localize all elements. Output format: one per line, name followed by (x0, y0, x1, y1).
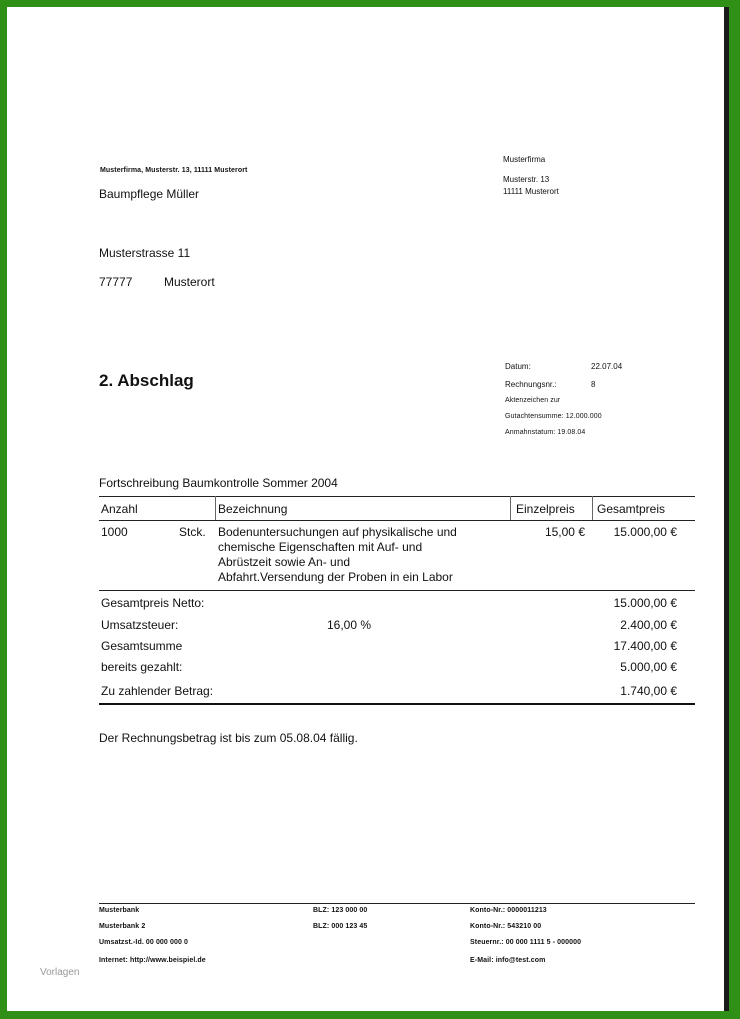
paid-label: bereits gezahlt: (101, 660, 183, 674)
tax-label: Umsatzsteuer: (101, 618, 179, 632)
due-value: 1.740,00 € (620, 684, 677, 698)
footer-bank-1: Musterbank (99, 907, 140, 914)
recipient-zip: 77777 (99, 275, 133, 289)
sum-value: 17.400,00 € (613, 639, 677, 653)
footer-account-1: Konto-Nr.: 0000011213 (470, 907, 547, 914)
footer-vat-id: Umsatzst.-Id. 00 000 000 0 (99, 939, 188, 946)
watermark: Vorlagen (40, 967, 80, 978)
invoice-subject: Fortschreibung Baumkontrolle Sommer 2004 (99, 476, 338, 490)
company-city: 11111 Musterort (503, 187, 559, 196)
reference-line-3: Anmahnstatum: 19.08.04 (505, 429, 586, 436)
document-title: 2. Abschlag (99, 371, 194, 390)
row-description-line: Bodenuntersuchungen auf physikalische und (218, 525, 457, 539)
column-divider (510, 496, 511, 520)
footer-account-2: Konto-Nr.: 543210 00 (470, 923, 542, 930)
header-description: Bezeichnung (218, 502, 288, 516)
reference-line-1: Aktenzeichen zur (505, 397, 561, 404)
company-name: Musterfirma (503, 155, 546, 164)
due-note: Der Rechnungsbetrag ist bis zum 05.08.04 fällig. (99, 731, 358, 745)
column-divider (215, 496, 216, 520)
table-header-rule (99, 520, 695, 521)
footer-bank-2: Musterbank 2 (99, 923, 146, 930)
column-divider (592, 496, 593, 520)
company-street: Musterstr. 13 (503, 175, 550, 184)
footer-tax-number: Steuernr.: 00 000 1111 5 - 000000 (470, 939, 582, 946)
recipient-name: Baumpflege Müller (99, 187, 200, 201)
row-description-line: chemische Eigenschaften mit Auf- und (218, 540, 423, 554)
footer-blz-2: BLZ: 000 123 45 (313, 923, 368, 930)
recipient-street: Musterstrasse 11 (99, 246, 191, 260)
paid-value: 5.000,00 € (620, 660, 677, 674)
tax-rate: 16,00 % (327, 618, 372, 632)
row-description-line: Abfahrt.Versendung der Proben in ein Labor (218, 570, 453, 584)
reference-line-2: Gutachtensumme: 12.000.000 (505, 413, 602, 420)
header-total-price: Gesamtpreis (597, 502, 666, 516)
table-top-rule (99, 496, 695, 497)
recipient-city: Musterort (164, 275, 215, 289)
net-value: 15.000,00 € (613, 596, 677, 610)
due-label: Zu zahlender Betrag: (101, 684, 214, 698)
sender-line: Musterfirma, Musterstr. 13, 11111 Musterort (100, 167, 248, 174)
net-label: Gesamtpreis Netto: (101, 596, 205, 610)
row-unit-price: 15,00 € (544, 525, 585, 539)
date-value: 22.07.04 (591, 362, 623, 371)
row-description-line: Abrüstzeit sowie An- und (218, 555, 351, 569)
table-bottom-rule (99, 703, 695, 705)
footer-rule (99, 903, 695, 904)
footer-email: E-Mail: info@test.com (470, 957, 546, 964)
row-total-price: 15.000,00 € (613, 525, 677, 539)
sum-label: Gesamtsumme (101, 639, 183, 653)
invoice-number-label: Rechnungsnr.: (505, 380, 557, 389)
row-quantity: 1000 (101, 525, 128, 539)
date-label: Datum: (505, 362, 531, 371)
table-body-rule (99, 590, 695, 591)
invoice-number-value: 8 (591, 380, 596, 389)
tax-value: 2.400,00 € (620, 618, 677, 632)
header-quantity: Anzahl (101, 502, 138, 516)
invoice-page (7, 7, 729, 1011)
footer-blz-1: BLZ: 123 000 00 (313, 907, 368, 914)
row-unit-label: Stck. (179, 525, 206, 539)
header-unit-price: Einzelpreis (516, 502, 575, 516)
footer-website: Internet: http://www.beispiel.de (99, 957, 206, 964)
